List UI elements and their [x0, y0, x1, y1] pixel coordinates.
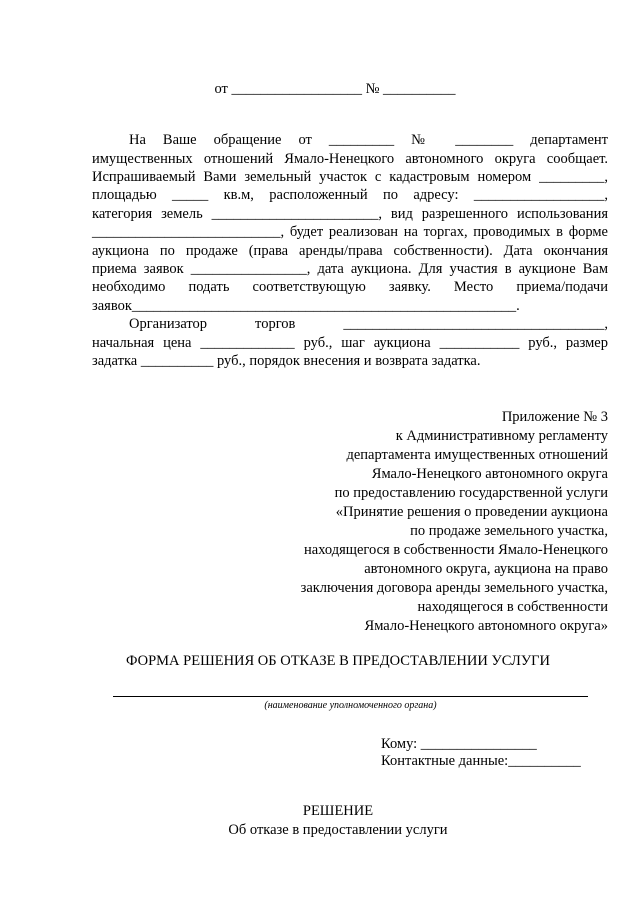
- appendix-line: по продаже земельного участка,: [410, 523, 608, 539]
- letter-line: приема заявок ________________, дата аукциона. Для участия в аукционе Вам: [92, 261, 608, 277]
- letter-line: задатка __________ руб., порядок внесения и возврата задатка.: [92, 353, 481, 369]
- letter-line: категория земель _______________________, вид разрешенного использования: [92, 206, 608, 222]
- recipient-contacts: Контактные данные:__________: [381, 753, 581, 769]
- letter-line: На Ваше обращение от _________ № ________ департамент: [129, 132, 608, 148]
- appendix-line: Ямало-Ненецкого автономного округа»: [364, 618, 608, 634]
- authority-caption: (наименование уполномоченного органа): [264, 700, 437, 711]
- form-title: ФОРМА РЕШЕНИЯ ОБ ОТКАЗЕ В ПРЕДОСТАВЛЕНИИ УСЛУГИ: [126, 653, 550, 669]
- decision-subtitle: Об отказе в предоставлении услуги: [228, 822, 448, 838]
- letter-line: Организатор торгов ____________________________________,: [129, 316, 608, 332]
- appendix-line: Приложение № 3: [501, 409, 608, 425]
- letter-line: заявок_____________________________________________________.: [92, 298, 520, 314]
- letter-line: __________________________, будет реализован на торгах, проводимых в форме: [92, 224, 608, 240]
- appendix-line: находящегося в собственности: [417, 599, 608, 615]
- appendix-line: департамента имущественных отношений: [346, 447, 608, 463]
- letter-line: начальная цена _____________ руб., шаг аукциона ___________ руб., размер: [92, 335, 608, 351]
- appendix-line: Ямало-Ненецкого автономного округа: [371, 466, 608, 482]
- appendix-line: к Административному регламенту: [395, 428, 608, 444]
- appendix-line: «Принятие решения о проведении аукциона: [335, 504, 608, 520]
- authority-name-rule: [113, 696, 588, 697]
- recipient-to: Кому: ________________: [381, 736, 537, 752]
- reference-line: от __________________ № __________: [214, 81, 456, 97]
- letter-line: площадью _____ кв.м, расположенный по адресу: __________________,: [92, 187, 608, 203]
- letter-line: аукциона по продаже (права аренды/права собственности). Дата окончания: [92, 243, 608, 259]
- appendix-line: по предоставлению государственной услуги: [334, 485, 608, 501]
- appendix-line: находящегося в собственности Ямало-Ненецкого: [304, 542, 608, 558]
- appendix-line: заключения договора аренды земельного участка,: [300, 580, 608, 596]
- letter-line: необходимо подать соответствующую заявку. Место приема/подачи: [92, 279, 608, 295]
- letter-line: Испрашиваемый Вами земельный участок с кадастровым номером _________,: [92, 169, 608, 185]
- decision-title: РЕШЕНИЕ: [302, 803, 374, 819]
- letter-line: имущественных отношений Ямало-Ненецкого автономного округа сообщает.: [92, 151, 608, 167]
- appendix-line: автономного округа, аукциона на право: [364, 561, 608, 577]
